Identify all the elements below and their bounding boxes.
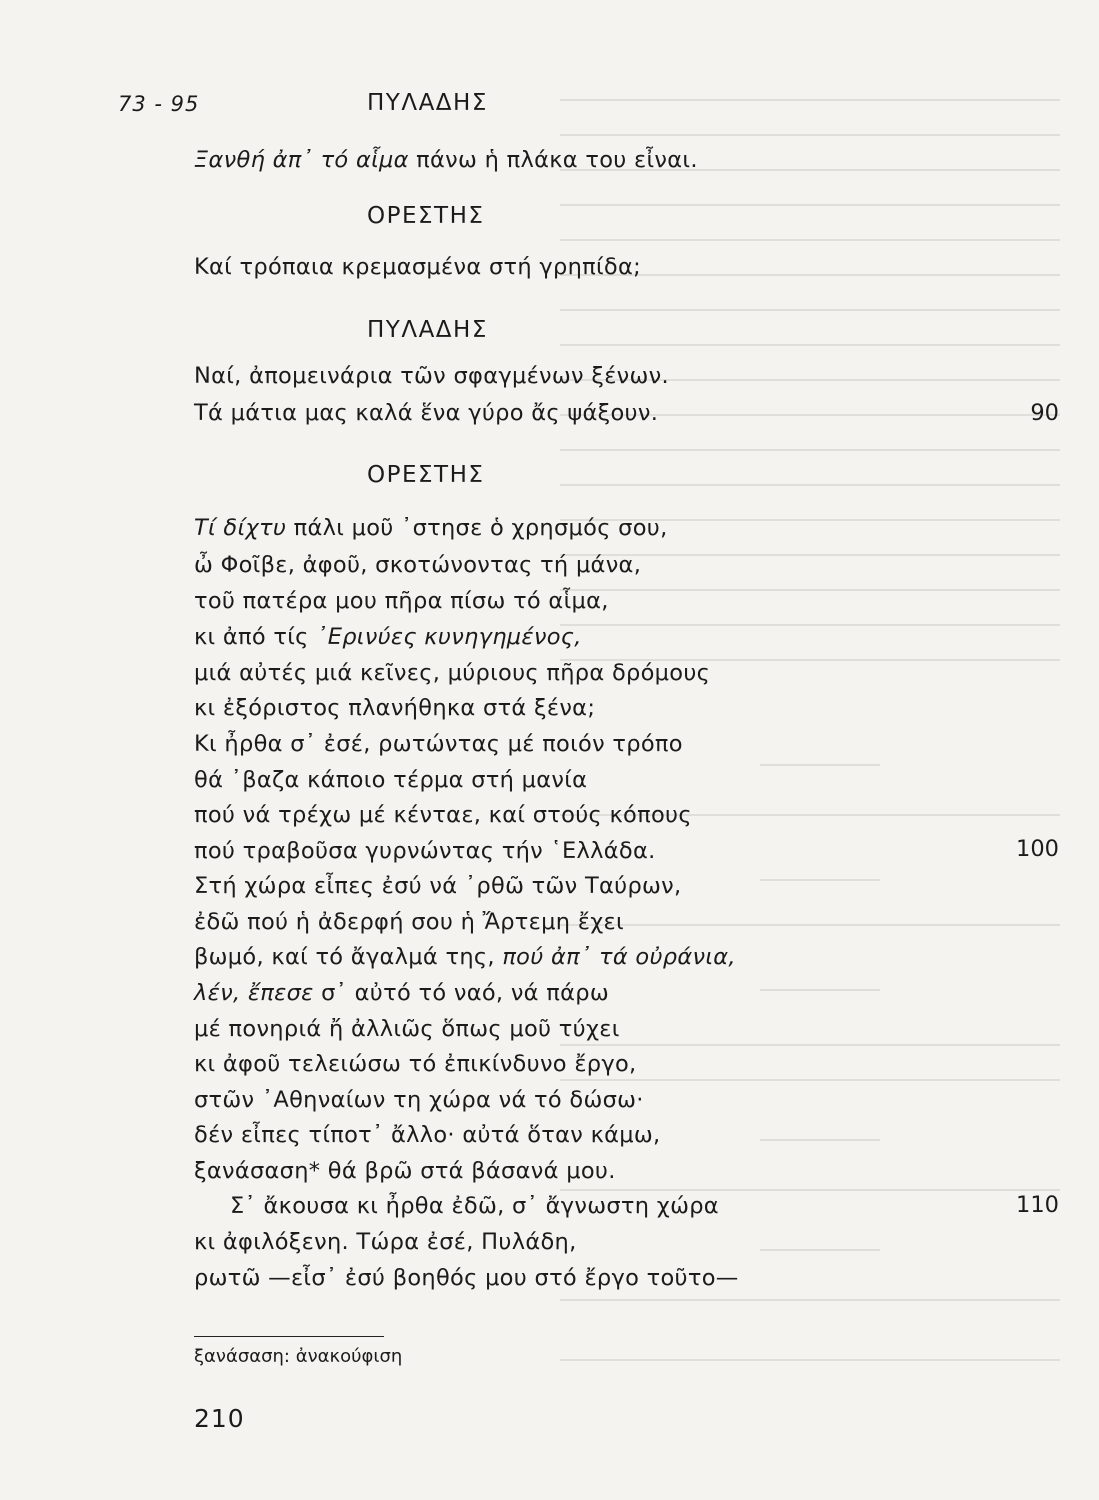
line-number: 110 bbox=[1016, 1192, 1059, 1218]
verse-line bbox=[194, 838, 656, 864]
speaker-name: ΠΥΛΑΔΗΣ bbox=[367, 90, 488, 116]
verse-italic: πού ἀπ᾽ τά οὐράνια, bbox=[502, 944, 736, 970]
verse-text: πάλι μοῦ ᾽στησε ὁ χρησμός σου, bbox=[286, 515, 668, 541]
verse-text: πού νά τρέχω μέ κένταε, καί στούς κόπους bbox=[194, 802, 692, 828]
verse-text: κι ἐξόριστος πλανήθηκα στά ξένα; bbox=[194, 695, 596, 721]
verse-text: στῶν ᾽Αθηναίων τη χώρα νά τό δώσω· bbox=[194, 1087, 644, 1113]
footnote: ξανάσαση: ἀνακούφιση bbox=[194, 1346, 403, 1367]
verse-text: θά ᾽βαζα κάποιο τέρμα στή μανία bbox=[194, 767, 588, 793]
footnote-rule bbox=[194, 1336, 384, 1337]
verse-line bbox=[194, 588, 609, 614]
verse-italic: λέν, ἔπεσε bbox=[194, 980, 314, 1006]
verse-italic: Τί δίχτυ bbox=[194, 515, 287, 541]
line-range-header: 73 - 95 bbox=[118, 92, 200, 116]
verse-text: τοῦ πατέρα μου πῆρα πίσω τό αἷμα, bbox=[194, 588, 609, 614]
verse-text: Κι ἦρθα σ᾽ ἐσέ, ρωτώντας μέ ποιόν τρόπο bbox=[194, 731, 683, 757]
verse-line bbox=[194, 552, 641, 578]
verse-text: μιά αὐτές μιά κεῖνες, μύριους πῆρα δρόμους bbox=[194, 660, 711, 686]
verse-text: ἐδῶ πού ἡ ἀδερφή σου ἡ Ἄρτεμη ἔχει bbox=[194, 909, 624, 935]
verse-text: Σ᾽ ἄκουσα κι ἦρθα ἐδῶ, σ᾽ ἄγνωστη χώρα bbox=[230, 1193, 719, 1219]
verse-line bbox=[194, 400, 658, 426]
verse-line bbox=[194, 254, 641, 280]
verse-line bbox=[194, 1016, 620, 1042]
verse-line bbox=[194, 1051, 637, 1077]
verse-text: ρωτῶ —εἶσ᾽ ἐσύ βοηθός μου στό ἔργο τοῦτο— bbox=[194, 1265, 739, 1291]
verse-line bbox=[194, 802, 692, 828]
verse-line bbox=[194, 1087, 644, 1113]
verse-text: βωμό, καί τό ἄγαλμά της, bbox=[194, 944, 503, 970]
verse-line bbox=[230, 1193, 719, 1219]
verse-text: σ᾽ αὐτό τό ναό, νά πάρω bbox=[313, 980, 609, 1006]
speaker-name: ΠΥΛΑΔΗΣ bbox=[367, 317, 488, 343]
verse-text: δέν εἶπες τίποτ᾽ ἄλλο· αὐτά ὅταν κάμω, bbox=[194, 1122, 661, 1148]
verse-line bbox=[194, 731, 683, 757]
verse-line bbox=[194, 767, 587, 793]
verse-text: κι ἀπό τίς bbox=[194, 624, 317, 650]
verse-line bbox=[194, 363, 669, 389]
verse-line bbox=[194, 515, 668, 541]
verse-text: πάνω ἡ πλάκα του εἶναι. bbox=[408, 147, 698, 173]
verse-text: κι ἀφοῦ τελειώσω τό ἐπικίνδυνο ἔργο, bbox=[194, 1051, 637, 1077]
verse-text: κι ἀφιλόξενη. Τώρα ἐσέ, Πυλάδη, bbox=[194, 1229, 577, 1255]
verse-line bbox=[194, 695, 595, 721]
verse-text: πού τραβοῦσα γυρνώντας τήν ῾Ελλάδα. bbox=[194, 838, 656, 864]
line-number: 100 bbox=[1016, 836, 1059, 862]
verse-text: Τά μάτια μας καλά ἕνα γύρο ἄς ψάξουν. bbox=[194, 400, 659, 426]
verse-line bbox=[194, 147, 698, 173]
verse-line bbox=[194, 980, 609, 1006]
verse-text: Καί τρόπαια κρεμασμένα στή γρηπίδα; bbox=[194, 254, 641, 280]
speaker-name: ΟΡΕΣΤΗΣ bbox=[367, 462, 485, 488]
verse-text: μέ πονηριά ἤ ἀλλιῶς ὅπως μοῦ τύχει bbox=[194, 1016, 620, 1042]
verse-line bbox=[194, 1122, 661, 1148]
verse-text: ὦ Φοῖβε, ἀφοῦ, σκοτώνοντας τή μάνα, bbox=[194, 552, 642, 578]
verse-text: Ναί, ἀπομεινάρια τῶν σφαγμένων ξένων. bbox=[194, 363, 669, 389]
verse-line bbox=[194, 944, 736, 970]
verse-italic: Ξανθή ἀπ᾽ τό αἷμα bbox=[194, 147, 409, 173]
verse-italic: ᾽Ερινύες κυνηγημένος, bbox=[316, 624, 582, 650]
verse-line bbox=[194, 660, 710, 686]
speaker-name: ΟΡΕΣΤΗΣ bbox=[367, 203, 485, 229]
verse-line bbox=[194, 624, 582, 650]
verse-line bbox=[194, 1158, 616, 1184]
page-number: 210 bbox=[194, 1404, 245, 1433]
verse-line bbox=[194, 873, 682, 899]
verse-text: Στή χώρα εἶπες ἐσύ νά ᾽ρθῶ τῶν Ταύρων, bbox=[194, 873, 682, 899]
verse-line bbox=[194, 1229, 577, 1255]
line-number: 90 bbox=[1030, 400, 1059, 426]
verse-line bbox=[194, 1265, 739, 1291]
verse-line bbox=[194, 909, 624, 935]
verse-text: ξανάσαση* θά βρῶ στά βάσανά μου. bbox=[194, 1158, 616, 1184]
